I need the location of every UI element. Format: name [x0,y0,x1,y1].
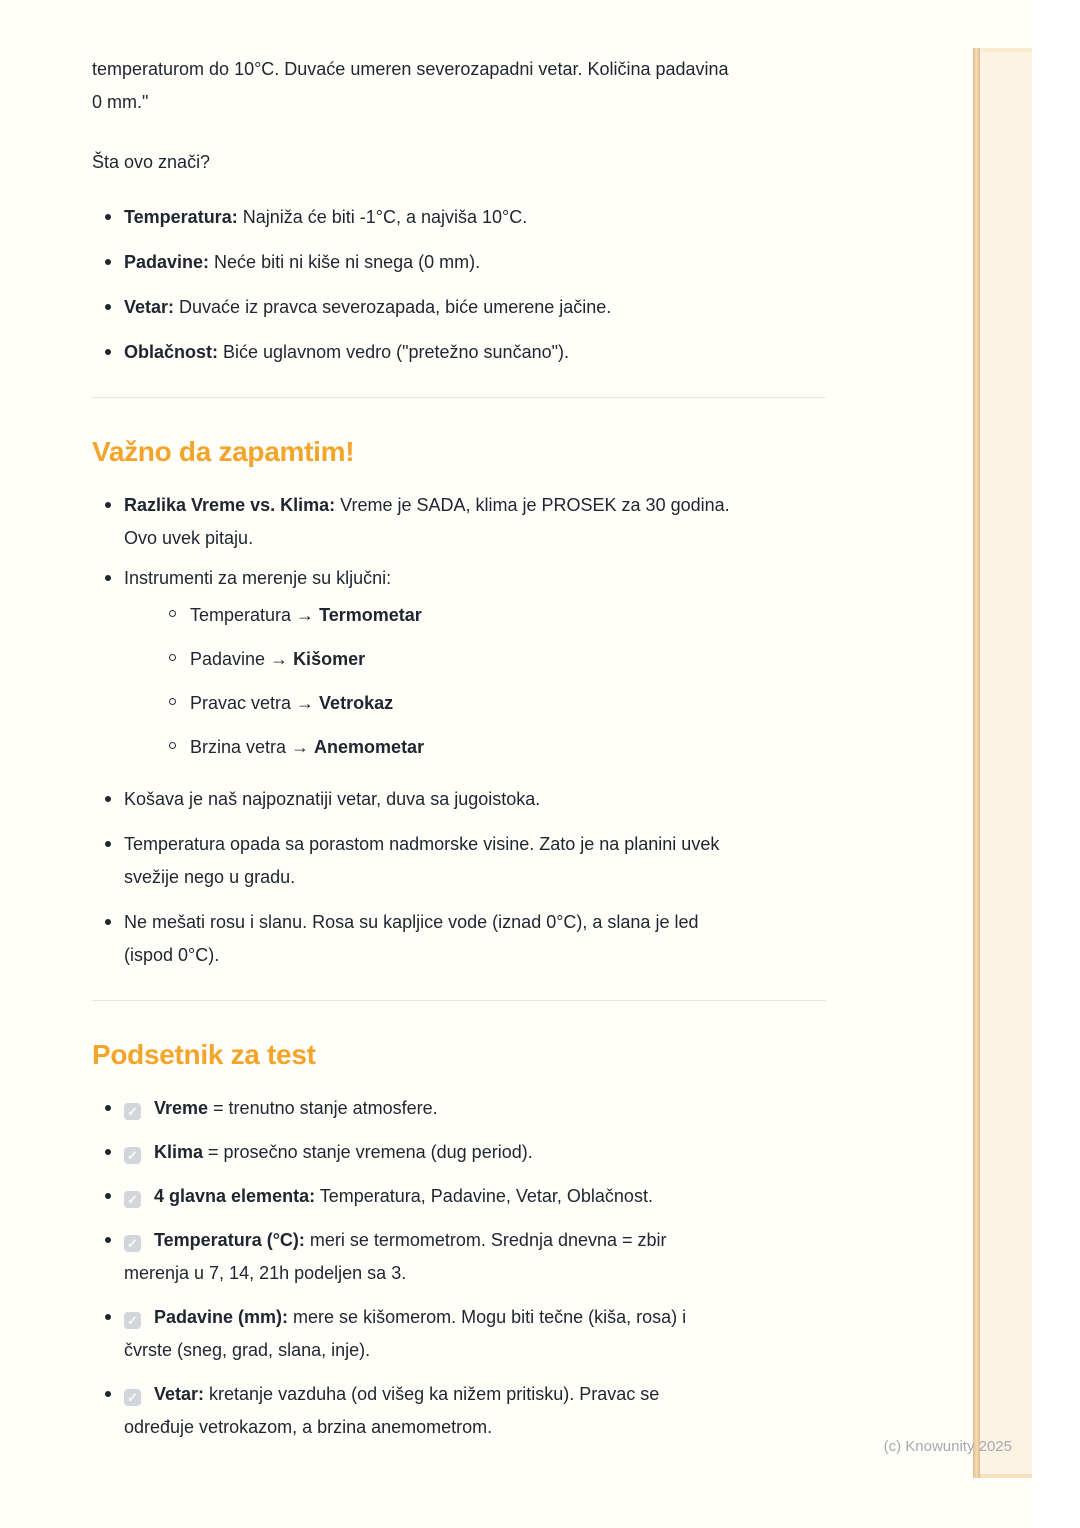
term-text: Temperatura, Padavine, Vetar, Oblačnost. [315,1186,653,1206]
term-label: Padavine (mm): [154,1307,289,1327]
term-text: mere se kišomerom. Mogu biti tečne (kiša, rosa) i [288,1307,687,1327]
right-margin-area [1032,0,1080,1528]
instrument-pre: Pravac vetra → [190,693,320,713]
instruments-intro: Instrumenti za merenje su ključni: [124,568,392,588]
term-text-line2: svežije nego u gradu. [124,867,296,887]
list-item-rosa-slana [92,906,826,972]
checked-checkbox-icon[interactable]: ✓ [124,1312,141,1329]
term-text-line2: (ispod 0°C). [124,945,220,965]
list-item-vetar [92,291,826,324]
sublist-item-anemometar [157,731,826,764]
term-text: meri se termometrom. Srednja dnevna = zbir [304,1230,667,1250]
term-text: Ne mešati rosu i slanu. Rosa su kapljice vode (iznad 0°C), a slana je led [124,912,699,932]
forecast-meaning-list [92,201,826,381]
term-label: Temperatura (°C): [154,1230,305,1250]
term-text: Najniža će biti -1°C, a najviša 10°C. [237,207,528,227]
instrument-pre: Padavine → [190,649,294,669]
checklist-item-klima [92,1136,826,1169]
term-label: Vetar: [124,297,175,317]
list-item-razlika [92,489,826,555]
sublist-item-termometar [157,599,826,632]
instrument-name: Termometar [319,605,422,625]
term-text-line2: merenja u 7, 14, 21h podeljen sa 3. [124,1263,407,1283]
page-edge-strip [980,48,1032,1478]
checked-checkbox-icon[interactable]: ✓ [124,1191,141,1208]
term-text: kretanje vazduha (od višeg ka nižem pritisku). Pravac se [204,1384,660,1404]
term-label: Vreme [154,1098,209,1118]
intro-paragraph-line2: 0 mm." [92,92,149,112]
sublist-item-vetrokaz [157,687,826,720]
term-text: Neće biti ni kiše ni snega (0 mm). [209,252,481,272]
instrument-pre: Brzina vetra → [190,737,315,757]
term-text: = prosečno stanje vremena (dug period). [203,1142,533,1162]
list-item-padavine [92,246,826,279]
list-item-kosava [92,783,826,816]
term-text: Biće uglavnom vedro ("pretežno sunčano"). [218,342,569,362]
term-label: Klima [154,1142,204,1162]
section-divider [92,1000,826,1001]
term-label: Vetar: [154,1384,205,1404]
checklist-item-vreme [92,1092,826,1125]
sublist-item-kisomer [157,643,826,676]
term-label: 4 glavna elementa: [154,1186,316,1206]
document-content [92,0,826,1455]
checklist-item-padavine [92,1301,826,1367]
intro-paragraph-line1: temperaturom do 10°C. Duvaće umeren severozapadni vetar. Količina padavina [92,59,729,79]
term-text: Vreme je SADA, klima je PROSEK za 30 godina. [335,495,730,515]
checked-checkbox-icon[interactable]: ✓ [124,1389,141,1406]
term-text-line2: određuje vetrokazom, a brzina anemometrom. [124,1417,493,1437]
checked-checkbox-icon[interactable]: ✓ [124,1103,141,1120]
intro-question: Šta ovo znači? [92,152,211,172]
important-list [92,489,826,984]
term-label: Temperatura: [124,207,238,227]
term-text: Košava je naš najpoznatiji vetar, duva sa jugoistoka. [124,789,541,809]
instrument-name: Vetrokaz [319,693,394,713]
checklist-item-elementi [92,1180,826,1213]
term-label: Padavine: [124,252,210,272]
page-edge-bar [973,48,980,1478]
checked-checkbox-icon[interactable]: ✓ [124,1147,141,1164]
checklist-item-temperatura [92,1224,826,1290]
section-title-vazno: Važno da zapamtim! [92,436,355,467]
section-title-podsetnik: Podsetnik za test [92,1039,316,1070]
test-checklist [92,1092,826,1455]
section-divider [92,397,826,398]
checklist-item-vetar [92,1378,826,1444]
list-item-temperatura-visina [92,828,826,894]
term-text: Temperatura opada sa porastom nadmorske visine. Zato je na planini uvek [124,834,720,854]
term-label: Oblačnost: [124,342,219,362]
term-text-line2: Ovo uvek pitaju. [124,528,254,548]
term-text: Duvaće iz pravca severozapada, biće umerene jačine. [174,297,612,317]
list-item-instrumenti [92,562,826,775]
checked-checkbox-icon[interactable]: ✓ [124,1235,141,1252]
term-text-line2: čvrste (sneg, grad, slana, inje). [124,1340,371,1360]
instrument-name: Anemometar [314,737,425,757]
term-text: = trenutno stanje atmosfere. [208,1098,438,1118]
instruments-sublist [157,599,826,775]
list-item-oblacnost [92,336,826,369]
term-label: Razlika Vreme vs. Klima: [124,495,336,515]
intro-paragraph [92,53,826,119]
instrument-pre: Temperatura → [190,605,320,625]
instrument-name: Kišomer [293,649,366,669]
list-item-temperatura [92,201,826,234]
footer-credit: (c) Knowunity 2025 [883,1438,1012,1455]
